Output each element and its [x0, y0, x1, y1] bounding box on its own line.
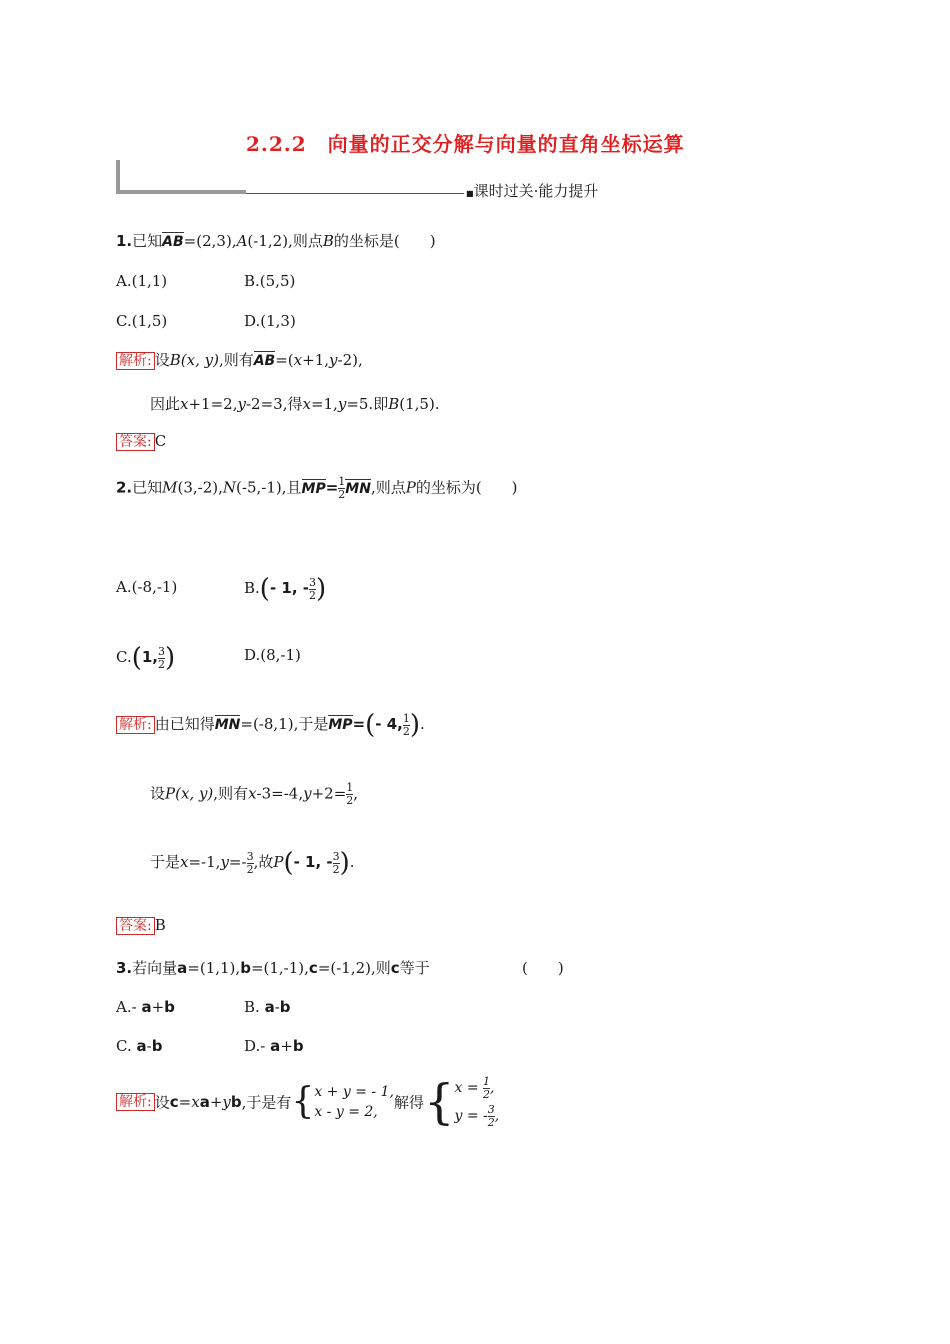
q2-answer: 答案: B: [116, 916, 166, 935]
banner-divider: [246, 193, 464, 194]
q1-analysis-line-1: 解析: 设B(x, y),则有AB=(x+1,y-2),: [116, 349, 363, 370]
q3-option-a[interactable]: A.- a+b: [116, 998, 175, 1016]
q3-option-b[interactable]: B. a-b: [244, 998, 291, 1016]
q1-option-d[interactable]: D.(1,3): [244, 312, 296, 330]
q3-analysis: 解析: 设c=xa+yb,于是有{ x + y = - 1, x - y = 2, 解得{ x = $\frac{1}{2}$ , y = - $\frac{3}{2}$ ,: [116, 1074, 499, 1130]
answer-tag: 答案:: [116, 433, 155, 451]
vector-ab: AB: [162, 234, 184, 250]
q2-analysis-line-1: 解析: 由已知得MN=(-8,1),于是MP=(- 4, $\frac{1}{2}$ ).: [116, 712, 425, 738]
q1-option-b[interactable]: B.(5,5): [244, 272, 296, 290]
q3-option-d[interactable]: D.- a+b: [244, 1037, 304, 1055]
banner-label: ■课时过关·能力提升: [466, 182, 599, 200]
q1-option-c[interactable]: C.(1,5): [116, 312, 168, 330]
equation-system-1: x + y = - 1, x - y = 2,: [314, 1084, 394, 1120]
q3-option-c[interactable]: C. a-b: [116, 1037, 163, 1055]
q2-option-b[interactable]: B.(- 1, - $\frac{3}{2}$ ): [244, 574, 327, 604]
q1-option-a[interactable]: A.(1,1): [116, 272, 168, 290]
analysis-tag: 解析:: [116, 1093, 155, 1111]
question-3-stem: 3.若向量a=(1,1),b=(1,-1),c=(-1,2),则c等于: [116, 959, 430, 977]
equation-system-2: x = $\frac{1}{2}$ , y = - $\frac{3}{2}$ ,: [454, 1074, 500, 1129]
q2-option-d[interactable]: D.(8,-1): [244, 646, 301, 664]
analysis-tag: 解析:: [116, 716, 155, 734]
fraction-half: $\frac{1}{2}$: [338, 475, 346, 501]
q2-analysis-line-2: 设P(x, y),则有x-3=-4,y+2= $\frac{1}{2}$ ,: [150, 781, 359, 807]
banner-bottom-bar: [116, 190, 246, 194]
banner-left-bar: [116, 160, 120, 192]
question-1-stem: 1.已知AB=(2,3),A(-1,2),则点B的坐标是( ): [116, 232, 436, 250]
q1-answer: 答案: C: [116, 432, 166, 451]
answer-tag: 答案:: [116, 917, 155, 935]
q2-analysis-line-3: 于是x=-1,y=- $\frac{3}{2}$ ,故P(- 1, - $\frac{3}{2}$ ).: [150, 848, 355, 878]
q2-option-a[interactable]: A.(-8,-1): [116, 578, 178, 596]
q2-option-c[interactable]: C.(1, $\frac{3}{2}$ ): [116, 643, 176, 673]
q3-answer-paren: ( ): [522, 959, 564, 977]
page-title: 2.2.2 向量的正交分解与向量的直角坐标运算: [246, 132, 685, 156]
analysis-tag: 解析:: [116, 352, 155, 370]
question-2-stem: 2.已知M(3,-2),N(-5,-1),且MP= $\frac{1}{2}$ MN,则点P的坐标为( ): [116, 475, 518, 501]
q1-analysis-line-2: 因此x+1=2,y-2=3,得x=1,y=5.即B(1,5).: [150, 395, 440, 413]
